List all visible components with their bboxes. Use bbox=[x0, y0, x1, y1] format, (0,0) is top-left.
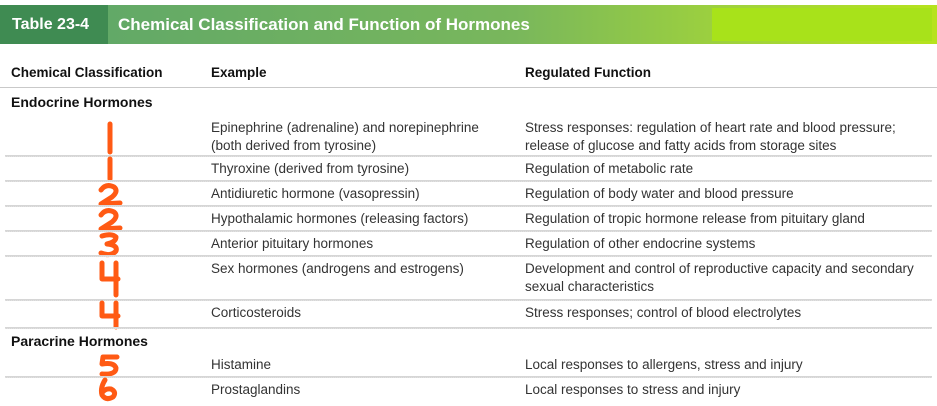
table-row bbox=[0, 207, 937, 232]
table-row bbox=[0, 182, 937, 207]
example-cell: Anterior pituitary hormones bbox=[211, 236, 374, 251]
handwritten-number-2 bbox=[92, 182, 126, 207]
table-banner bbox=[0, 5, 937, 44]
example-cell: Sex hormones (androgens and estrogens) bbox=[211, 261, 464, 276]
table-row bbox=[0, 301, 937, 329]
function-cell: Stress responses: regulation of heart rate and blood pressure; release of glucose and fatty acids from storage sites bbox=[525, 120, 896, 153]
example-cell: Prostaglandins bbox=[211, 382, 301, 397]
function-cell: Stress responses; control of blood electrolytes bbox=[525, 305, 802, 320]
table-row bbox=[0, 157, 937, 182]
example-cell: Thyroxine (derived from tyrosine) bbox=[211, 161, 410, 176]
example-cell: Histamine bbox=[211, 357, 272, 372]
table-row bbox=[0, 378, 937, 401]
example-cell: Corticosteroids bbox=[211, 305, 302, 320]
function-cell: Local responses to stress and injury bbox=[525, 382, 741, 397]
function-cell: Regulation of tropic hormone release from pituitary gland bbox=[525, 211, 865, 226]
column-header-function: Regulated Function bbox=[525, 65, 651, 80]
handwritten-number-1 bbox=[92, 116, 126, 157]
table-row bbox=[0, 232, 937, 257]
handwritten-number-5 bbox=[92, 353, 126, 378]
handwritten-number-4 bbox=[92, 301, 126, 329]
function-cell: Regulation of metabolic rate bbox=[525, 161, 694, 176]
highlight-mark bbox=[712, 8, 932, 41]
table-row bbox=[0, 257, 937, 301]
section-title-paracrine: Paracrine Hormones bbox=[11, 333, 148, 349]
section-title-endocrine: Endocrine Hormones bbox=[11, 94, 153, 110]
example-cell: Antidiuretic hormone (vasopressin) bbox=[211, 186, 420, 201]
handwritten-number-6 bbox=[92, 378, 126, 401]
handwritten-number-3 bbox=[92, 232, 126, 257]
table-row bbox=[0, 353, 937, 378]
table-title: Chemical Classification and Function of Hormones bbox=[118, 15, 530, 34]
example-cell: Epinephrine (adrenaline) and norepinephrine (both derived from tyrosine) bbox=[211, 120, 479, 153]
table-number: Table 23-4 bbox=[0, 5, 108, 44]
handwritten-number-1 bbox=[92, 157, 126, 182]
function-cell: Regulation of body water and blood pressure bbox=[525, 186, 794, 201]
function-cell: Local responses to allergens, stress and injury bbox=[525, 357, 803, 372]
column-header-classification: Chemical Classification bbox=[11, 65, 163, 80]
function-cell: Development and control of reproductive capacity and secondary sexual characteristics bbox=[525, 261, 914, 294]
column-header-example: Example bbox=[211, 65, 267, 80]
header-divider bbox=[0, 87, 937, 88]
table-row bbox=[0, 116, 937, 157]
example-cell: Hypothalamic hormones (releasing factors) bbox=[211, 211, 469, 226]
function-cell: Regulation of other endocrine systems bbox=[525, 236, 756, 251]
handwritten-number-2 bbox=[92, 207, 126, 232]
handwritten-number-4 bbox=[92, 257, 126, 301]
